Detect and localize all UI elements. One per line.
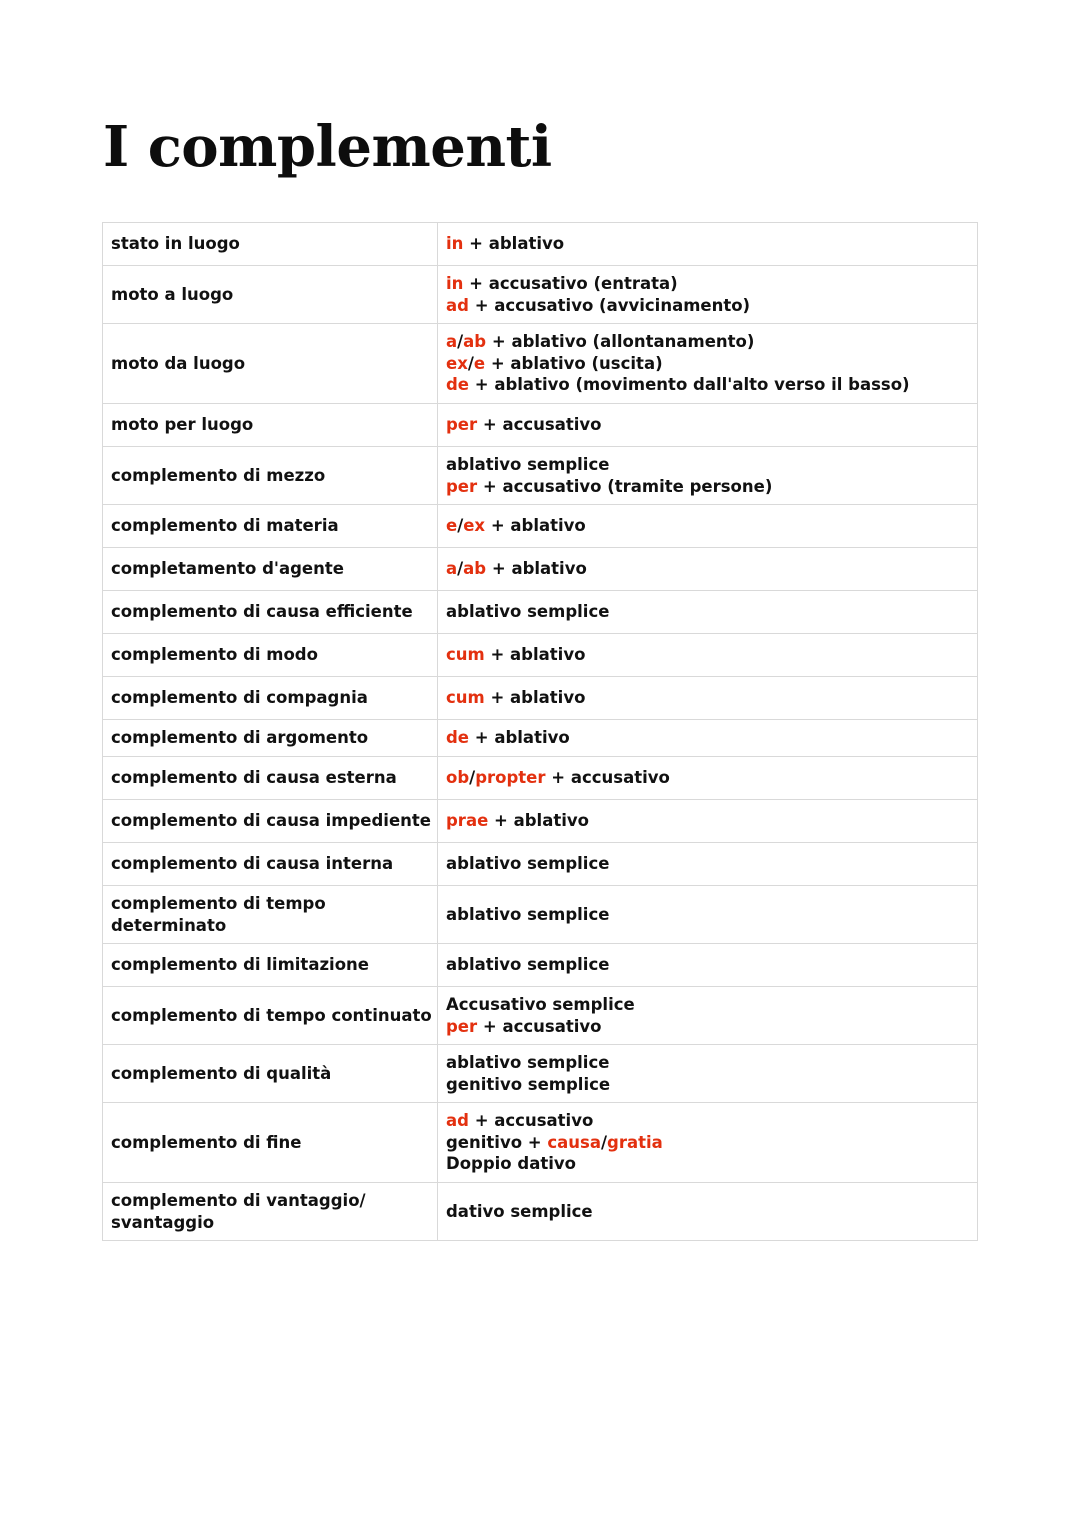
construction-text: ablativo semplice <box>446 602 610 622</box>
construction-cell <box>438 324 978 404</box>
complement-name-cell <box>103 404 438 447</box>
complement-name-line: complemento di causa esterna <box>111 768 397 788</box>
preposition-highlight: ab <box>463 559 487 579</box>
construction-text: + ablativo <box>469 728 570 748</box>
complement-name-line: complemento di causa impediente <box>111 811 431 831</box>
construction-cell <box>438 886 978 944</box>
table-row <box>103 223 978 266</box>
complement-name-line: moto da luogo <box>111 353 246 373</box>
construction-text: / <box>457 332 464 352</box>
complement-name-cell <box>103 886 438 944</box>
preposition-highlight: ab <box>463 332 487 352</box>
construction-line <box>446 810 969 832</box>
table-row <box>103 800 978 843</box>
construction-cell <box>438 987 978 1045</box>
construction-text: + accusativo (avvicinamento) <box>468 295 751 315</box>
construction-text: + accusativo (tramite persone) <box>477 476 773 496</box>
preposition-highlight: in <box>446 274 464 293</box>
preposition-highlight: a <box>446 332 458 352</box>
complement-name-line: completamento d'agente <box>111 559 344 579</box>
construction-text: ablativo semplice <box>446 455 610 474</box>
complement-name-line: complemento di limitazione <box>111 955 369 975</box>
construction-line <box>446 454 969 476</box>
complement-name-cell <box>103 447 438 505</box>
preposition-highlight: e <box>473 353 486 373</box>
complement-name-line: complemento di fine <box>111 1132 302 1152</box>
complement-name-line: moto a luogo <box>111 284 234 304</box>
construction-line <box>446 644 969 666</box>
preposition-highlight: gratia <box>607 1132 663 1152</box>
complement-name-cell <box>103 843 438 886</box>
preposition-highlight: ex <box>463 516 486 536</box>
preposition-highlight: per <box>446 415 478 435</box>
construction-line <box>446 1052 969 1074</box>
table-row <box>103 886 978 944</box>
construction-text: dativo semplice <box>446 1201 593 1221</box>
preposition-highlight: in <box>446 234 464 254</box>
table-row <box>103 591 978 634</box>
complement-name-line: complemento di tempo <box>111 894 326 913</box>
page-title: I complementi <box>103 114 552 180</box>
construction-line <box>446 994 969 1016</box>
construction-line <box>446 727 969 749</box>
complement-name-cell <box>103 324 438 404</box>
construction-text: + ablativo <box>484 645 586 665</box>
construction-cell <box>438 677 978 720</box>
preposition-highlight: cum <box>446 688 485 708</box>
complement-name-cell <box>103 223 438 266</box>
complement-name-line: complemento di modo <box>111 645 318 665</box>
table-row <box>103 757 978 800</box>
construction-text: ablativo semplice <box>446 854 610 874</box>
table-row <box>103 505 978 548</box>
construction-text: Accusativo semplice <box>446 995 635 1014</box>
table-row <box>103 677 978 720</box>
construction-text: + ablativo (allontanamento) <box>486 332 755 352</box>
table-row <box>103 720 978 757</box>
construction-cell <box>438 223 978 266</box>
construction-line <box>446 515 969 537</box>
table-row <box>103 1103 978 1183</box>
construction-line <box>446 1132 969 1154</box>
complement-name-cell <box>103 944 438 987</box>
construction-line <box>446 295 969 317</box>
complement-name-cell <box>103 505 438 548</box>
construction-text: + ablativo <box>463 234 565 254</box>
table-row <box>103 447 978 505</box>
complement-name-line: complemento di tempo continuato <box>111 1005 432 1025</box>
construction-line <box>446 601 969 623</box>
table-row <box>103 987 978 1045</box>
construction-line <box>446 414 969 436</box>
construction-cell <box>438 404 978 447</box>
complement-name-cell <box>103 634 438 677</box>
construction-cell <box>438 944 978 987</box>
construction-line <box>446 353 969 375</box>
construction-text: + ablativo <box>484 688 586 708</box>
construction-text: ablativo semplice <box>446 955 610 975</box>
construction-text: + accusativo <box>477 415 602 435</box>
complement-name-cell <box>103 591 438 634</box>
complement-name-line: complemento di materia <box>111 516 339 536</box>
preposition-highlight: ex <box>446 353 468 373</box>
construction-text: + accusativo <box>477 1016 602 1036</box>
construction-cell <box>438 266 978 324</box>
preposition-highlight: e <box>446 516 458 536</box>
construction-text: + accusativo (entrata) <box>463 274 678 293</box>
preposition-highlight: ad <box>446 1111 469 1131</box>
construction-text: ablativo semplice <box>446 1053 610 1072</box>
construction-cell <box>438 800 978 843</box>
construction-text: / <box>469 768 476 788</box>
construction-cell <box>438 1183 978 1241</box>
preposition-highlight: de <box>446 728 470 748</box>
construction-line <box>446 273 969 295</box>
preposition-highlight: prae <box>446 811 489 831</box>
construction-line <box>446 853 969 875</box>
construction-line <box>446 1110 969 1132</box>
complement-name-cell <box>103 266 438 324</box>
preposition-highlight: ob <box>446 768 470 788</box>
construction-line <box>446 1074 969 1096</box>
complement-name-line: complemento di causa interna <box>111 854 394 874</box>
complement-name-cell <box>103 1103 438 1183</box>
construction-text: + ablativo (movimento dall'alto verso il basso) <box>469 375 910 395</box>
preposition-highlight: per <box>446 476 478 496</box>
table-body <box>103 223 978 1241</box>
complement-name-cell <box>103 1045 438 1103</box>
preposition-highlight: per <box>446 1016 478 1036</box>
table-row <box>103 1045 978 1103</box>
complement-name-line: complemento di argomento <box>111 728 369 748</box>
complement-name-line: determinato <box>111 915 227 935</box>
construction-cell <box>438 843 978 886</box>
complement-name-line: stato in luogo <box>111 234 240 254</box>
construction-cell <box>438 757 978 800</box>
construction-text: / <box>457 559 464 579</box>
complement-name-line: complemento di mezzo <box>111 465 326 485</box>
table-row <box>103 634 978 677</box>
complement-name-cell <box>103 720 438 757</box>
construction-line <box>446 1201 969 1223</box>
complement-name-line: moto per luogo <box>111 415 254 435</box>
complement-name-cell <box>103 757 438 800</box>
construction-text: Doppio dativo <box>446 1154 576 1174</box>
construction-text: + ablativo <box>488 811 589 831</box>
complement-name-line: complemento di causa efficiente <box>111 602 413 622</box>
table-row <box>103 1183 978 1241</box>
construction-text: / <box>457 516 464 536</box>
construction-cell <box>438 505 978 548</box>
construction-text: + ablativo (uscita) <box>485 353 663 373</box>
construction-text: ablativo semplice <box>446 904 610 924</box>
construction-text: + accusativo <box>468 1111 594 1131</box>
construction-cell <box>438 591 978 634</box>
preposition-highlight: a <box>446 559 458 579</box>
complement-name-cell <box>103 800 438 843</box>
complement-name-line: complemento di compagnia <box>111 688 368 708</box>
construction-line <box>446 767 969 789</box>
complement-name-cell <box>103 987 438 1045</box>
table-row <box>103 324 978 404</box>
construction-line <box>446 954 969 976</box>
construction-cell <box>438 548 978 591</box>
construction-text: + ablativo <box>486 559 587 579</box>
table-row <box>103 404 978 447</box>
construction-line <box>446 374 969 396</box>
complement-name-line: svantaggio <box>111 1212 215 1232</box>
construction-text: + accusativo <box>545 768 670 788</box>
construction-text: genitivo semplice <box>446 1074 611 1094</box>
construction-line <box>446 476 969 498</box>
construction-cell <box>438 720 978 757</box>
construction-text: / <box>600 1132 608 1152</box>
construction-text: + ablativo <box>485 516 586 536</box>
table-row <box>103 548 978 591</box>
preposition-highlight: cum <box>446 645 485 665</box>
construction-cell <box>438 447 978 505</box>
table-row <box>103 843 978 886</box>
construction-line <box>446 904 969 926</box>
complements-table <box>102 222 978 1241</box>
construction-cell <box>438 1045 978 1103</box>
construction-line <box>446 233 969 255</box>
preposition-highlight: ad <box>446 295 469 315</box>
construction-cell <box>438 1103 978 1183</box>
construction-line <box>446 1016 969 1038</box>
construction-line <box>446 331 969 353</box>
construction-line <box>446 687 969 709</box>
table-row <box>103 266 978 324</box>
preposition-highlight: causa <box>547 1132 601 1152</box>
construction-text: genitivo + <box>446 1132 548 1152</box>
preposition-highlight: propter <box>475 768 546 788</box>
complement-name-cell <box>103 677 438 720</box>
construction-cell <box>438 634 978 677</box>
table-row <box>103 944 978 987</box>
complement-name-line: complemento di qualità <box>111 1063 332 1083</box>
construction-text: / <box>467 353 474 373</box>
construction-line <box>446 558 969 580</box>
construction-line <box>446 1153 969 1175</box>
complement-name-line: complemento di vantaggio/ <box>111 1191 366 1210</box>
complement-name-cell <box>103 548 438 591</box>
complement-name-cell <box>103 1183 438 1241</box>
preposition-highlight: de <box>446 375 470 395</box>
